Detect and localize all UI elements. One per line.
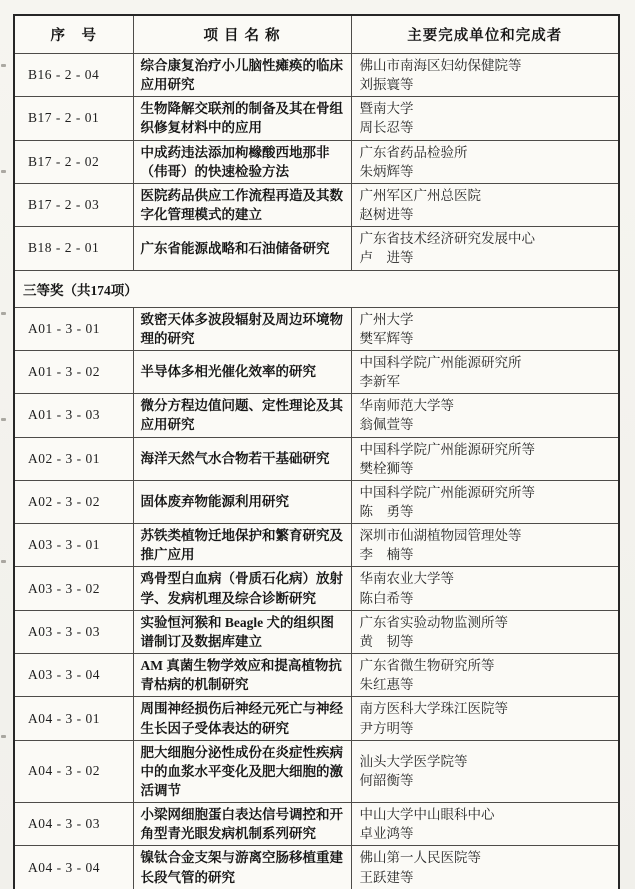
table-row: [14, 610, 619, 653]
completing-people: 卓业鸿等: [359, 826, 414, 842]
completing-unit: 华南农业大学等: [359, 571, 454, 587]
completing-people: 刘振寰等: [359, 77, 414, 93]
serial-number-cell: A01 - 3 - 02: [14, 350, 133, 393]
section-divider-row: [14, 270, 619, 307]
serial-number-cell: A01 - 3 - 01: [14, 307, 133, 350]
completing-unit: 暨南大学: [359, 101, 414, 117]
table-row: [14, 740, 619, 802]
completing-unit: 广州大学: [359, 311, 414, 327]
unit-and-people-cell: [351, 394, 619, 437]
project-name-cell: 实验恒河猴和 Beagle 犬的组织图谱制订及数据库建立: [133, 610, 351, 653]
completing-people: 陈 勇等: [359, 503, 414, 519]
unit-and-people-cell: [351, 54, 619, 97]
unit-and-people-cell: [351, 140, 619, 183]
serial-number-cell: A04 - 3 - 03: [14, 803, 133, 846]
unit-and-people-cell: [351, 227, 619, 270]
completing-unit: 中国科学院广州能源研究所等: [359, 484, 535, 500]
scan-artifact: [1, 312, 6, 315]
unit-and-people-cell: [351, 803, 619, 846]
scan-artifact: [1, 560, 6, 563]
project-name-cell: AM 真菌生物学效应和提高植物抗青枯病的机制研究: [133, 654, 351, 697]
completing-people: 李 楠等: [359, 547, 414, 563]
completing-people: 翁佩萱等: [359, 417, 414, 433]
completing-unit: 中国科学院广州能源研究所等: [359, 441, 535, 457]
unit-and-people-cell: [351, 437, 619, 480]
table-row: [14, 97, 619, 140]
unit-and-people-cell: [351, 846, 619, 889]
unit-and-people-cell: [351, 183, 619, 226]
completing-people: 周长忍等: [359, 120, 414, 136]
scan-artifact: [1, 418, 6, 421]
completing-people: 陈白希等: [359, 590, 414, 606]
completing-unit: 华南师范大学等: [359, 398, 454, 414]
table-row: [14, 524, 619, 567]
completing-unit: 中山大学中山眼科中心: [359, 807, 495, 823]
serial-number-cell: A02 - 3 - 02: [14, 480, 133, 523]
completing-unit: 深圳市仙湖植物园管理处等: [359, 528, 522, 544]
completing-unit: 广东省技术经济研究发展中心: [359, 231, 535, 247]
completing-unit: 广东省实验动物监测所等: [359, 614, 508, 630]
unit-and-people-cell: [351, 97, 619, 140]
table-row: [14, 307, 619, 350]
project-name-cell: 致密天体多波段辐射及周边环境物理的研究: [133, 307, 351, 350]
completing-people: 赵树进等: [359, 207, 414, 223]
award-projects-table: [13, 14, 620, 889]
project-name-cell: 肥大细胞分泌性成份在炎症性疾病中的血浆水平变化及肥大细胞的激活调节: [133, 740, 351, 802]
serial-number-cell: B17 - 2 - 02: [14, 140, 133, 183]
project-name-cell: 苏铁类植物迁地保护和繁育研究及推广应用: [133, 524, 351, 567]
serial-number-cell: A03 - 3 - 03: [14, 610, 133, 653]
project-name-cell: 中成药违法添加枸橼酸西地那非（伟哥）的快速检验方法: [133, 140, 351, 183]
serial-number-cell: A03 - 3 - 04: [14, 654, 133, 697]
table-row: [14, 654, 619, 697]
column-header-unit: 主要完成单位和完成者: [351, 15, 619, 54]
completing-people: 樊栓狮等: [359, 460, 414, 476]
unit-and-people-cell: [351, 610, 619, 653]
section-label: 三等奖（共174项）: [14, 270, 619, 307]
project-name-cell: 镍钛合金支架与游离空肠移植重建长段气管的研究: [133, 846, 351, 889]
table-row: [14, 350, 619, 393]
serial-number-cell: B16 - 2 - 04: [14, 54, 133, 97]
project-name-cell: 小梁网细胞蛋白表达信号调控和开角型青光眼发病机制系列研究: [133, 803, 351, 846]
completing-people: 黄 韧等: [359, 633, 414, 649]
serial-number-cell: B18 - 2 - 01: [14, 227, 133, 270]
table-row: [14, 803, 619, 846]
completing-unit: 南方医科大学珠江医院等: [359, 701, 508, 717]
project-name-cell: 半导体多相光催化效率的研究: [133, 350, 351, 393]
serial-number-cell: A02 - 3 - 01: [14, 437, 133, 480]
scan-artifact: [1, 735, 6, 738]
unit-and-people-cell: [351, 350, 619, 393]
completing-unit: 汕头大学医学院等: [359, 754, 468, 770]
unit-and-people-cell: [351, 697, 619, 740]
completing-unit: 广州军区广州总医院: [359, 187, 481, 203]
scan-artifact: [1, 64, 6, 67]
project-name-cell: 生物降解交联剂的制备及其在骨组织修复材料中的应用: [133, 97, 351, 140]
unit-and-people-cell: [351, 480, 619, 523]
completing-unit: 佛山第一人民医院等: [359, 850, 481, 866]
completing-people: 尹方明等: [359, 720, 414, 736]
table-row: [14, 846, 619, 889]
completing-unit: 中国科学院广州能源研究所: [359, 354, 522, 370]
serial-number-cell: B17 - 2 - 03: [14, 183, 133, 226]
unit-and-people-cell: [351, 740, 619, 802]
unit-and-people-cell: [351, 654, 619, 697]
scan-artifact: [1, 170, 6, 173]
table-row: [14, 567, 619, 610]
table-row: [14, 394, 619, 437]
table-row: [14, 480, 619, 523]
serial-number-cell: A03 - 3 - 02: [14, 567, 133, 610]
table-row: [14, 697, 619, 740]
project-name-cell: 医院药品供应工作流程再造及其数字化管理模式的建立: [133, 183, 351, 226]
project-name-cell: 鸡骨型白血病（骨质石化病）放射学、发病机理及综合诊断研究: [133, 567, 351, 610]
table-row: [14, 140, 619, 183]
project-name-cell: 综合康复治疗小儿脑性瘫痪的临床应用研究: [133, 54, 351, 97]
completing-unit: 广东省微生物研究所等: [359, 658, 495, 674]
serial-number-cell: A04 - 3 - 01: [14, 697, 133, 740]
serial-number-cell: A03 - 3 - 01: [14, 524, 133, 567]
completing-people: 朱红惠等: [359, 677, 414, 693]
completing-people: 樊军辉等: [359, 330, 414, 346]
completing-people: 李新军: [359, 374, 400, 390]
unit-and-people-cell: [351, 524, 619, 567]
column-header-project: 项 目 名 称: [133, 15, 351, 54]
unit-and-people-cell: [351, 567, 619, 610]
table-row: [14, 437, 619, 480]
table-row: [14, 227, 619, 270]
project-name-cell: 周围神经损伤后神经元死亡与神经生长因子受体表达的研究: [133, 697, 351, 740]
table-header-row: [14, 15, 619, 54]
project-name-cell: 广东省能源战略和石油储备研究: [133, 227, 351, 270]
completing-people: 卢 进等: [359, 250, 414, 266]
completing-people: 王跃建等: [359, 869, 414, 885]
serial-number-cell: A01 - 3 - 03: [14, 394, 133, 437]
completing-unit: 佛山市南海区妇幼保健院等: [359, 58, 522, 73]
project-name-cell: 海洋天然气水合物若干基础研究: [133, 437, 351, 480]
table-row: [14, 183, 619, 226]
project-name-cell: 微分方程边值问题、定性理论及其应用研究: [133, 394, 351, 437]
project-name-cell: 固体废弃物能源利用研究: [133, 480, 351, 523]
completing-people: 何韶衡等: [359, 773, 414, 789]
unit-and-people-cell: [351, 307, 619, 350]
serial-number-cell: A04 - 3 - 04: [14, 846, 133, 889]
table-row: [14, 54, 619, 97]
completing-people: 朱炳辉等: [359, 163, 414, 179]
completing-unit: 广东省药品检验所: [359, 144, 468, 160]
serial-number-cell: B17 - 2 - 01: [14, 97, 133, 140]
column-header-serial: 序 号: [14, 15, 133, 54]
serial-number-cell: A04 - 3 - 02: [14, 740, 133, 802]
